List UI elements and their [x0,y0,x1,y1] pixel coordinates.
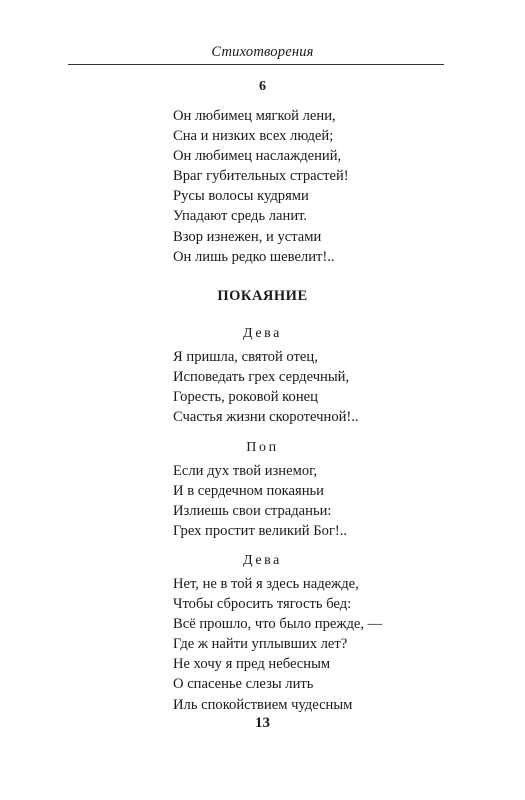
verse-line: Всё прошло, что было прежде, — [173,616,383,633]
verse-line: Исповедать грех сердечный, [173,369,350,386]
poem-title: ПОКАЯНИЕ [217,288,308,304]
verse-line: Если дух твой изнемог, [173,463,318,479]
speaker-label: Дева [243,326,282,341]
verse-line: Излиешь свои страданьи: [173,503,332,520]
verse-line: Нет, не в той я здесь надежде, [173,576,359,592]
verse-line: Не хочу я пред небесным [173,656,331,673]
verse-line: Грех простит великий Бог!.. [173,523,348,540]
verse-line: Чтобы сбросить тягость бед: [173,596,352,613]
verse-line: Он лишь редко шевелит!.. [173,248,335,265]
verse-line: Горесть, роковой конец [173,389,318,406]
verse-line: Сна и низких всех людей; [173,128,334,145]
speaker-label: Дева [243,553,282,568]
dialogue-stanza [173,461,347,541]
verse-line: Он любимец наслаждений, [173,148,342,165]
verse-line: Где ж найти уплывших лет? [173,636,348,653]
verse-line: Он любимец мягкой лени, [173,108,336,124]
header-rule [68,64,444,65]
poem-stanza [173,106,349,267]
verse-line: Упадают средь ланит. [173,208,308,225]
verse-line: Взор изнежен, и устами [173,228,322,245]
speaker-label: Поп [246,440,279,455]
verse-line: О спасенье слезы лить [173,676,314,693]
verse-line: Враг губительных страстей! [173,168,349,185]
verse-line: Иль спокойствием чудесным [173,696,353,713]
verse-line: И в сердечном покаяньи [173,483,324,500]
page-number: 13 [255,715,270,731]
poem-number: 6 [259,79,266,94]
verse-line: Русы волосы кудрями [173,188,309,205]
dialogue-stanza [173,347,359,427]
verse-line: Счастья жизни скоротечной!.. [173,409,359,426]
dialogue-stanza [173,574,382,715]
running-header-title: Стихотворения [211,44,314,60]
verse-line: Я пришла, святой отец, [173,349,318,365]
